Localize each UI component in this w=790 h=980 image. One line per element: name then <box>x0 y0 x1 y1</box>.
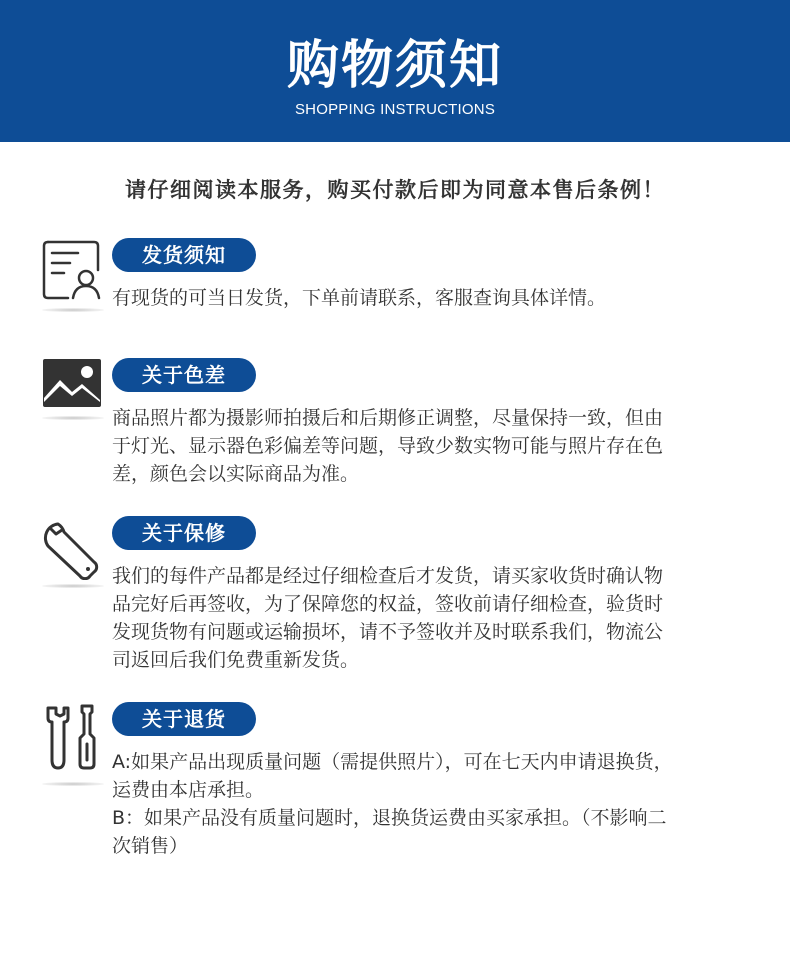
section-body <box>112 404 762 488</box>
body-line: 有现货的可当日发货，下单前请联系，客服查询具体详情。 <box>112 287 607 309</box>
page-subtitle: SHOPPING INSTRUCTIONS <box>294 101 496 118</box>
body-line: 司返回后我们免费重新发货。 <box>112 649 360 671</box>
section-title-badge: 关于色差 <box>112 358 256 392</box>
section-title-badge: 发货须知 <box>112 238 256 272</box>
body-line: A:如果产品出现质量问题（需提供照片），可在七天内申请退换货， <box>112 751 673 773</box>
body-line: 我们的每件产品都是经过仔细检查后才发货，请买家收货时确认物 <box>112 565 664 587</box>
section-title-badge: 关于保修 <box>112 516 256 550</box>
notice-text: 请仔细阅读本服务，购买付款后即为同意本售后条例！ <box>125 178 665 202</box>
section-title-badge: 关于退货 <box>112 702 256 736</box>
image-icon <box>42 358 102 420</box>
icon-shadow <box>42 308 104 312</box>
section-body <box>112 284 762 312</box>
icon-shadow <box>42 584 104 588</box>
body-line: 发现货物有问题或运输损坏，请不予签收并及时联系我们，物流公 <box>112 621 664 643</box>
body-line: B：如果产品没有质量问题时，退换货运费由买家承担。（不影响二 <box>112 807 667 829</box>
header-banner <box>0 0 790 142</box>
document-user-icon <box>42 238 102 300</box>
section-warranty <box>0 516 790 676</box>
icon-shadow <box>42 782 104 786</box>
body-line: 差，颜色会以实际商品为准。 <box>112 463 360 485</box>
section-shipping <box>0 238 790 318</box>
body-line: 品完好后再签收，为了保障您的权益，签收前请仔细检查，验货时 <box>112 593 664 615</box>
wrench-icon <box>42 520 102 582</box>
body-line: 次销售） <box>112 835 189 857</box>
section-returns <box>0 702 790 872</box>
page-title: 购物须知 <box>286 36 503 96</box>
body-line: 于灯光、显示器色彩偏差等问题，导致少数实物可能与照片存在色 <box>112 435 664 457</box>
section-body <box>112 748 762 860</box>
section-color-difference <box>0 358 790 488</box>
icon-shadow <box>42 416 104 420</box>
body-line: 运费由本店承担。 <box>112 779 265 801</box>
section-body <box>112 562 762 674</box>
body-line: 商品照片都为摄影师拍摄后和后期修正调整，尽量保持一致，但由 <box>112 407 664 429</box>
tools-icon <box>42 702 102 772</box>
